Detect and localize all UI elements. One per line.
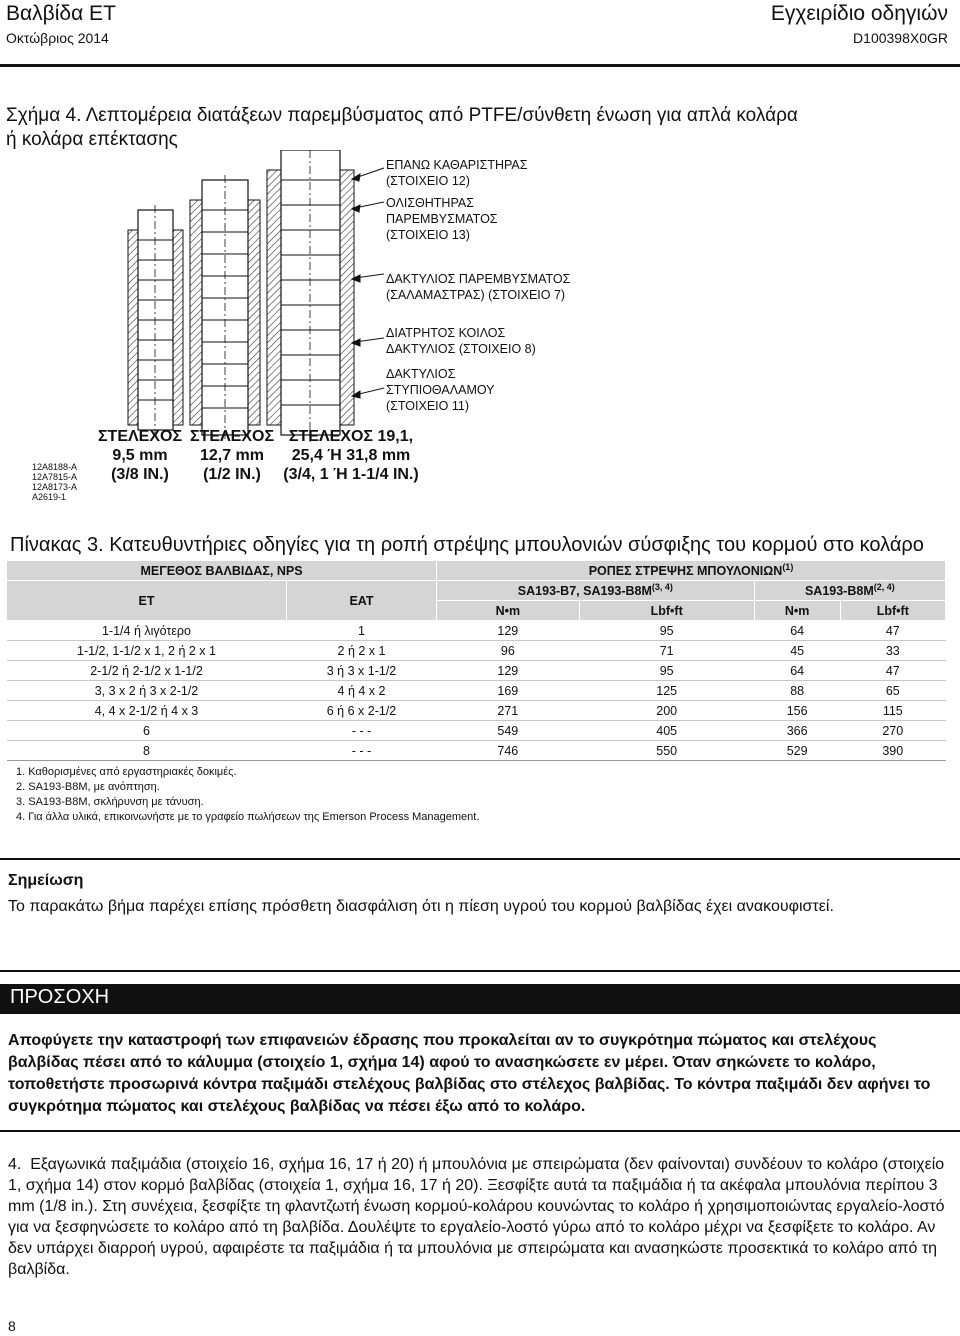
callout-lantern-ring: ΔΙΑΤΡΗΤΟΣ ΚΟΙΛΟΣ ΔΑΚΤΥΛΙΟΣ (ΣΤΟΙΧΕΙΟ 8) [386,326,536,356]
stem-assembly-large [267,150,354,442]
header-unit-nm: N•m [437,601,580,621]
table-footnotes: 1. Καθορισμένες από εργαστηριακές δοκιμές. 2. SA193-B8M, με ανόπτηση. 3. SA193-B8M, σκλήρυνση με τάνυση. 4. Για άλλα υλικά, επικοινωνήστε με το γραφείο πωλήσεων της Emerson Process Management. [16,766,480,823]
publication-date: Οκτώβριος 2014 [6,30,109,46]
document-title: Εγχειρίδιο οδηγιών [770,2,948,25]
header-rule [0,64,960,67]
table-row: 4, 4 x 2-1/2 ή 4 x 3 6 ή 6 x 2-1/2 271 200 156 115 [7,701,946,721]
caution-banner [0,984,960,1014]
table-row: 3, 3 x 2 ή 3 x 2-1/2 4 ή 4 x 2 169 125 88 65 [7,681,946,701]
note-text: Το παρακάτω βήμα παρέχει επίσης πρόσθετη διασφάλιση ότι η πίεση υγρού του κορμού βαλβίδας έχει ανακουφιστεί. [8,898,834,915]
table-row: 2-1/2 ή 2-1/2 x 1-1/2 3 ή 3 x 1-1/2 129 95 64 47 [7,661,946,681]
figure-title: Σχήμα 4. Λεπτομέρεια διατάξεων παρεμβύσματος από PTFE/σύνθετη ένωση για απλά κολάρα ή κολάρα επέκτασης [6,105,798,150]
document-code: D100398X0GR [853,30,948,46]
caution-text: Αποφύγετε την καταστροφή των επιφανειών έδρασης που προκαλείται αν το συγκρότημα πώματος και στελέχους βαλβίδας πέσει από το κάλυμμα (στοιχείο 1, σχήμα 14) αφού το ανασηκώσετε εν μέρει. Όταν σηκώνετε το κολάρο, τοποθετήστε προσωρινά κόντρα παξιμάδι στελέχους βαλβίδας στο στέλεχος βαλβίδας. Το κόντρα παξιμάδι δεν αφήνει το συγκρότημα πώματος και στελέχους βαλβίδας να πέσει έξω από το κολάρο. [8,1032,931,1115]
callout-packing-follower: ΟΛΙΣΘΗΤΗΡΑΣ ΠΑΡΕΜΒΥΣΜΑΤΟΣ (ΣΤΟΙΧΕΙΟ 13) [386,196,498,242]
step-text: Εξαγωνικά παξιμάδια (στοιχείο 16, σχήμα 16, 17 ή 20) ή μπουλόνια με σπειρώματα (δεν φαίνονται) συνδέουν το κολάρο (στοιχείο 1, σχήμα 14) στον κορμό βαλβίδας (στοιχεία 1, σχήμα 16, 17 ή 20). Ξεσφίξτε αυτά τα παξιμάδια ή τα ακέφαλα μπουλόνια περίπου 3 mm (1/8 in.). Στη συνέχεια, ξεσφίξτε τη φλαντζωτή ένωση κορμού-κολάρου κουνώντας το κολάρο ή χρησιμοποιώντας εργαλείο-λοστό για να ξεσφηνώσετε το κολάρο από τη βαλβίδα. Δουλέψτε το εργαλείο-λοστό γύρω από το κολάρο μέχρι να ξεσφίξετε το κολάρο. Αν δεν υπάρχει διαρροή υγρού, αφαιρέστε τα παξιμάδια ή τα μπουλόνια με σπειρώματα και ανασηκώστε προσεκτικά το κολάρο από τη βαλβίδα. [8,1156,945,1278]
stem-label-medium: ΣΤΕΛΕΧΟΣ 12,7 mm (1/2 IN.) [189,428,275,483]
callout-leaders [352,168,384,398]
header-valve-size: ΜΕΓΕΘΟΣ ΒΑΛΒΙΔΑΣ, NPS [7,561,437,581]
table-row: 1-1/4 ή λιγότερο 1 129 95 64 47 [7,621,946,641]
header-unit-lbf: Lbf•ft [840,601,945,621]
callout-packing-ring: ΔΑΚΤΥΛΙΟΣ ΠΑΡΕΜΒΥΣΜΑΤΟΣ (ΣΑΛΑΜΑΣΤΡΑΣ) (ΣΤΟΙΧΕΙΟ 7) [386,272,571,302]
torque-table [6,560,946,761]
product-title: Βαλβίδα ET [6,2,116,25]
caution-top-rule [0,970,960,972]
torque-table-container [6,560,946,825]
header-et: ET [7,581,287,621]
note-top-rule [0,858,960,860]
note-label: Σημείωση [8,872,84,889]
packing-diagram [0,150,400,450]
stem-label-small: ΣΤΕΛΕΧΟΣ 9,5 mm (3/8 IN.) [97,428,183,483]
callout-packing-box-ring: ΔΑΚΤΥΛΙΟΣ ΣΤΥΠΙΟΘΑΛΑΜΟΥ (ΣΤΟΙΧΕΙΟ 11) [386,367,495,413]
procedure-step-4 [8,1154,948,1280]
figure-drawing-codes: 12A8188-A 12A7815-A 12A8173-A A2619-1 [32,462,78,502]
stem-assembly-small [128,205,183,435]
header-eat: EAT [287,581,437,621]
table-row: 8 - - - 746 550 529 390 [7,741,946,761]
header-material-1: SA193-B7, $SA193-B8M^{(3, 4)}$ [437,581,755,601]
callout-upper-wiper: ΕΠΑΝΩ ΚΑΘΑΡΙΣΤΗΡΑΣ (ΣΤΟΙΧΕΙΟ 12) [386,158,528,188]
table-row: 6 - - - 549 405 366 270 [7,721,946,741]
header-unit-nm: N•m [754,601,840,621]
table-title: Πίνακας 3. Κατευθυντήριες οδηγίες για τη ροπή στρέψης μπουλονιών σύσφιξης του κορμού στο κολάρο [10,534,924,556]
header-material-2: $SA193-B8M^{(2, 4)}$ [754,581,945,601]
page-header [6,0,948,50]
step-number: 4. [8,1156,22,1173]
header-bolt-torque: ΡΟΠΕΣ ΣΤΡΕΨΗΣ ΜΠΟΥΛΟΝΙΩΝ$^{(1)}$ [437,561,946,581]
table-row: 1-1/2, 1-1/2 x 1, 2 ή 2 x 1 2 ή 2 x 1 96 71 45 33 [7,641,946,661]
caution-bottom-rule [0,1130,960,1132]
stem-assembly-medium [190,175,260,440]
stem-label-large: ΣΤΕΛΕΧΟΣ 19,1, 25,4 Ή 31,8 mm (3/4, 1 Ή 1-1/4 IN.) [283,428,419,483]
header-unit-lbf: Lbf•ft [579,601,754,621]
caution-label: ΠΡΟΣΟΧΗ [10,986,110,1008]
page-number: 8 [8,1318,16,1334]
